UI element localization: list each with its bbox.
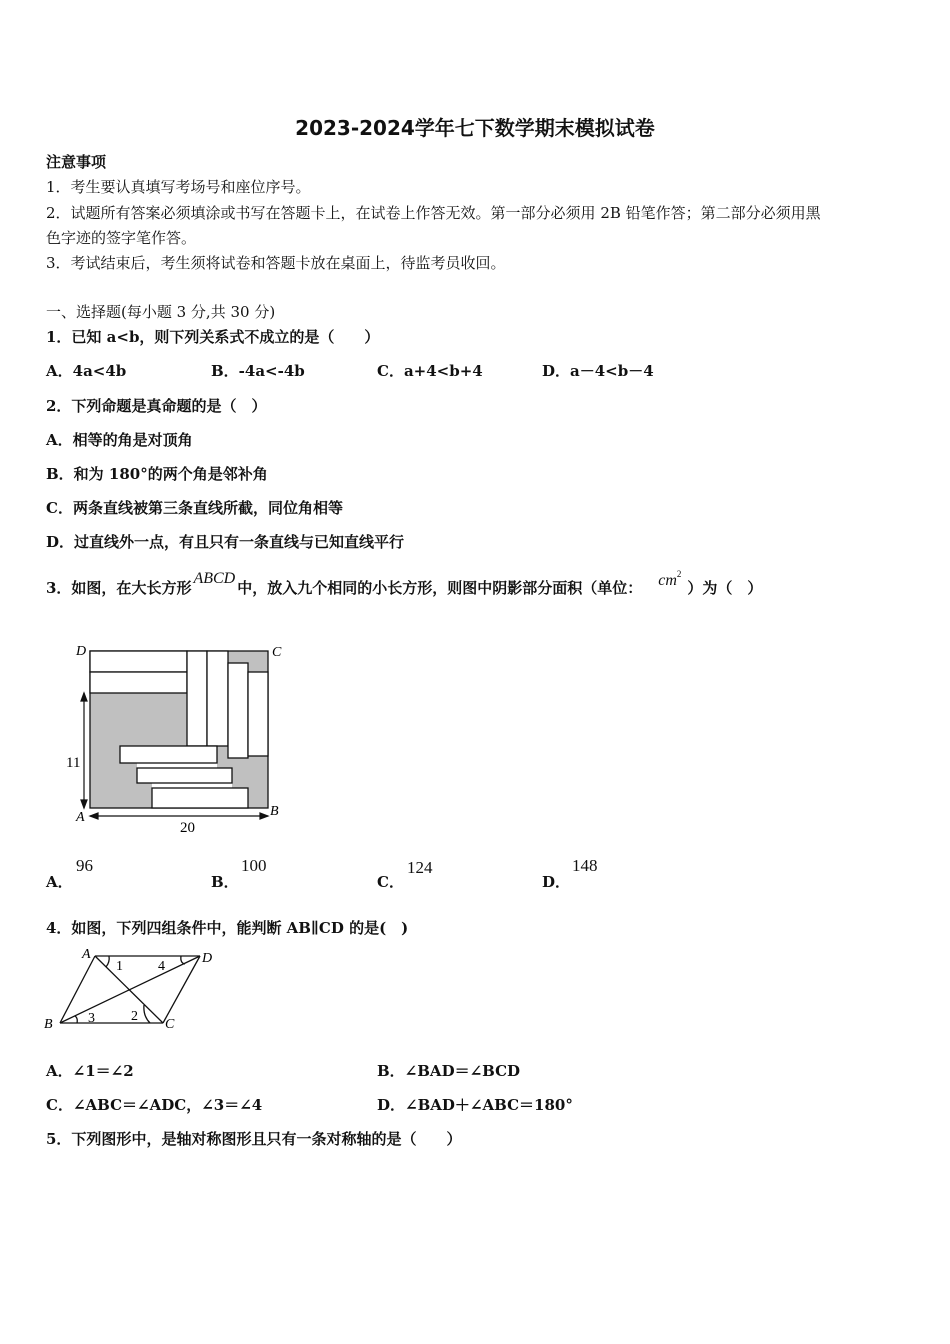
small-rect	[187, 651, 207, 746]
angle-1-label: 1	[116, 959, 123, 974]
q3-figure	[60, 638, 300, 838]
small-rect	[207, 651, 228, 746]
notice-item: 2．试题所有答案必须填涂或书写在答题卡上，在试卷上作答无效。第一部分必须用 2B 铅笔作答；第二部分必须用黑	[46, 204, 821, 222]
corner-a-label: A	[76, 810, 85, 825]
q2-option-b: B．和为 180°的两个角是邻补角	[46, 465, 268, 483]
q3-option-d-letter: D．	[542, 873, 571, 891]
q4-option-d: D．∠BAD＋∠ABC＝180°	[377, 1096, 573, 1114]
angle-4-label: 4	[158, 959, 165, 974]
angle-1-arc	[106, 956, 109, 967]
question-1-stem: 1．已知 a<b，则下列关系式不成立的是（ ）	[46, 328, 380, 346]
corner-c-label: C	[272, 645, 282, 660]
q3-stem-part: 中，放入九个相同的小长方形，则图中阴影部分面积（单位：	[237, 579, 643, 597]
arrow-head	[81, 800, 87, 808]
q3-option-b-value: 100	[241, 856, 267, 875]
point-d-label: D	[202, 951, 213, 966]
point-a-label: A	[82, 947, 91, 962]
angle-2-label: 2	[131, 1009, 138, 1024]
notice-item: 3．考试结束后，考生须将试卷和答题卡放在桌面上，待监考员收回。	[46, 254, 506, 272]
arrow-head	[260, 813, 268, 819]
q3-option-a-value: 96	[76, 856, 93, 875]
q4-option-b: B．∠BAD＝∠BCD	[377, 1062, 521, 1080]
q3-stem-part: 3．如图，在大长方形	[46, 579, 192, 597]
q3-stem-part: ）为（ ）	[687, 579, 763, 597]
arrow-head	[81, 693, 87, 701]
segment-dc	[163, 956, 200, 1023]
small-rect	[90, 672, 187, 693]
point-c-label: C	[165, 1017, 175, 1032]
question-3-stem	[46, 569, 763, 598]
notice-item: 1．考生要认真填写考场号和座位序号。	[46, 178, 311, 196]
q1-option-b: B．-4a<-4b	[211, 362, 305, 380]
q4-figure	[40, 942, 230, 1038]
q2-option-d: D．过直线外一点，有且只有一条直线与已知直线平行	[46, 533, 405, 551]
small-rect	[120, 746, 217, 763]
point-b-label: B	[44, 1017, 53, 1032]
q3-option-c-value: 124	[407, 858, 433, 877]
question-4-stem: 4．如图，下列四组条件中，能判断 AB∥CD 的是( )	[46, 919, 409, 937]
width-label: 20	[180, 820, 195, 836]
q1-option-d: D．a－4<b－4	[542, 362, 654, 380]
small-rect	[152, 788, 248, 808]
q1-option-c: C．a+4<b+4	[377, 362, 483, 380]
q3-option-c-letter: C．	[377, 873, 404, 891]
angle-3-arc	[75, 1016, 77, 1023]
section-heading: 一、选择题(每小题 3 分,共 30 分)	[46, 303, 276, 321]
q2-option-c: C．两条直线被第三条直线所截，同位角相等	[46, 499, 343, 517]
notice-item: 色字迹的签字笔作答。	[46, 229, 197, 247]
question-2-stem: 2．下列命题是真命题的是（ ）	[46, 397, 267, 415]
question-5-stem: 5．下列图形中，是轴对称图形且只有一条对称轴的是（ ）	[46, 1130, 462, 1148]
notice-heading: 注意事项	[46, 153, 107, 171]
page-title: 2023-2024学年七下数学期末模拟试卷	[295, 116, 655, 140]
corner-d-label: D	[76, 644, 87, 659]
q1-option-a: A．4a<4b	[46, 362, 127, 380]
q3-option-b-letter: B．	[211, 873, 239, 891]
q3-unit-base: cm	[658, 572, 677, 589]
q3-option-d-value: 148	[572, 856, 598, 875]
small-rect	[248, 672, 268, 756]
q4-option-a: A．∠1＝∠2	[46, 1062, 134, 1080]
corner-b-label: B	[270, 804, 279, 819]
q3-unit-exponent: 2	[676, 569, 682, 579]
height-label: 11	[66, 755, 81, 771]
q2-option-a: A．相等的角是对顶角	[46, 431, 193, 449]
q3-option-a-letter: A．	[46, 873, 73, 891]
small-rect	[137, 768, 232, 783]
angle-3-label: 3	[88, 1011, 95, 1026]
small-rect	[90, 651, 187, 672]
small-rect	[228, 663, 248, 758]
q3-rect-name: ABCD	[193, 570, 236, 587]
q4-option-c: C．∠ABC＝∠ADC，∠3＝∠4	[46, 1096, 263, 1114]
arrow-head	[90, 813, 98, 819]
q3-unit	[658, 569, 682, 589]
segment-bd	[60, 956, 200, 1023]
